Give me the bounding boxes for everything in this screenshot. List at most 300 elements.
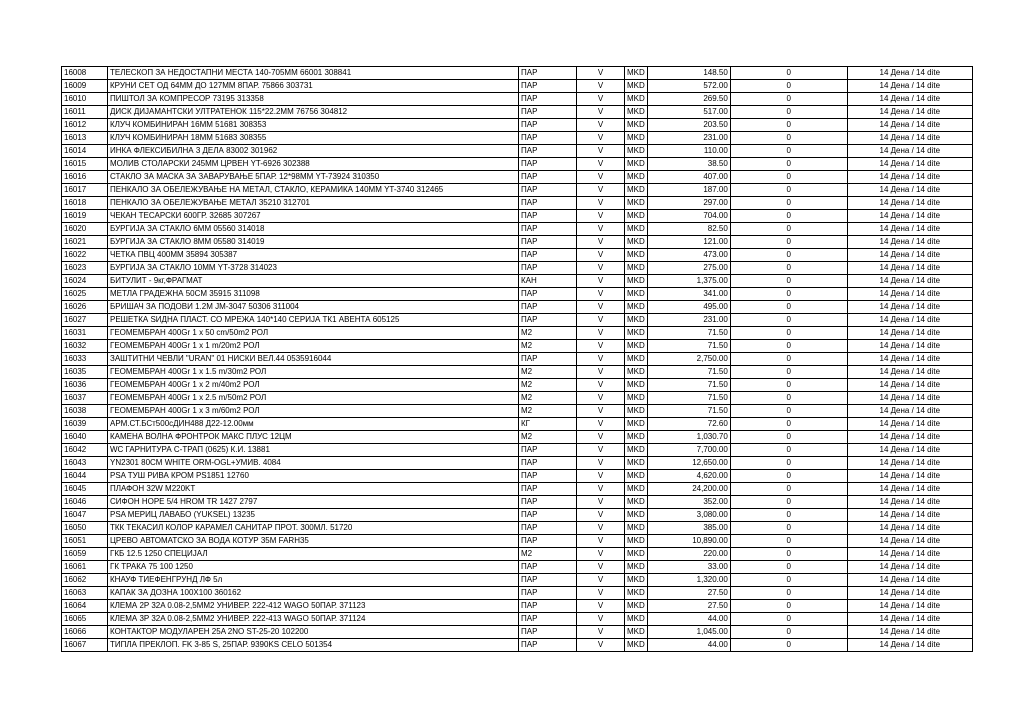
delivery-cell: 14 Дена / 14 dite	[847, 223, 972, 236]
v-flag-cell: V	[577, 210, 625, 223]
v-flag-cell: V	[577, 249, 625, 262]
table-row	[62, 496, 973, 509]
price-cell: 82.50	[647, 223, 730, 236]
unit-cell: ПАР	[519, 132, 577, 145]
price-cell: 38.50	[647, 158, 730, 171]
quantity-cell: 0	[730, 119, 847, 132]
v-flag-cell: V	[577, 626, 625, 639]
item-description-cell: БУРГИЈА ЗА СТАКЛО 8ММ 05580 314019	[108, 236, 519, 249]
price-cell: 187.00	[647, 184, 730, 197]
price-cell: 231.00	[647, 132, 730, 145]
unit-cell: ПАР	[519, 561, 577, 574]
quantity-cell: 0	[730, 457, 847, 470]
item-code-cell: 16026	[62, 301, 108, 314]
currency-cell: MKD	[625, 561, 648, 574]
table-row	[62, 210, 973, 223]
price-cell: 33.00	[647, 561, 730, 574]
unit-cell: КАН	[519, 275, 577, 288]
table-row	[62, 379, 973, 392]
table-row	[62, 470, 973, 483]
quantity-cell: 0	[730, 93, 847, 106]
currency-cell: MKD	[625, 457, 648, 470]
quantity-cell: 0	[730, 314, 847, 327]
price-cell: 407.00	[647, 171, 730, 184]
v-flag-cell: V	[577, 574, 625, 587]
item-description-cell: РЕШЕТКА ЅИДНА ПЛАСТ. СО МРЕЖА 140*140 СЕРИЈА ТК1 АВЕНТА 605125	[108, 314, 519, 327]
v-flag-cell: V	[577, 639, 625, 652]
currency-cell: MKD	[625, 275, 648, 288]
currency-cell: MKD	[625, 301, 648, 314]
item-description-cell: ГЕОМЕМБРАН 400Gr 1 x 3 m/60m2 РОЛ	[108, 405, 519, 418]
unit-cell: ПАР	[519, 444, 577, 457]
v-flag-cell: V	[577, 561, 625, 574]
item-description-cell: WC ГАРНИТУРА С-ТРАП (0625) К.И. 13881	[108, 444, 519, 457]
price-cell: 4,620.00	[647, 470, 730, 483]
price-cell: 110.00	[647, 145, 730, 158]
price-cell: 352.00	[647, 496, 730, 509]
price-cell: 495.00	[647, 301, 730, 314]
unit-cell: M2	[519, 340, 577, 353]
v-flag-cell: V	[577, 613, 625, 626]
item-code-cell: 16021	[62, 236, 108, 249]
quantity-cell: 0	[730, 249, 847, 262]
table-row	[62, 236, 973, 249]
v-flag-cell: V	[577, 93, 625, 106]
delivery-cell: 14 Дена / 14 dite	[847, 132, 972, 145]
item-code-cell: 16022	[62, 249, 108, 262]
item-description-cell: МЕТЛА ГРАДЕЖНА 50СМ 35915 311098	[108, 288, 519, 301]
price-cell: 275.00	[647, 262, 730, 275]
price-cell: 704.00	[647, 210, 730, 223]
item-description-cell: YN2301 80CM WHITE ORM-OGL+УМИВ. 4084	[108, 457, 519, 470]
delivery-cell: 14 Дена / 14 dite	[847, 431, 972, 444]
delivery-cell: 14 Дена / 14 dite	[847, 314, 972, 327]
delivery-cell: 14 Дена / 14 dite	[847, 496, 972, 509]
delivery-cell: 14 Дена / 14 dite	[847, 483, 972, 496]
table-row	[62, 171, 973, 184]
item-code-cell: 16059	[62, 548, 108, 561]
quantity-cell: 0	[730, 301, 847, 314]
unit-cell: ПАР	[519, 301, 577, 314]
delivery-cell: 14 Дена / 14 dite	[847, 366, 972, 379]
quantity-cell: 0	[730, 158, 847, 171]
delivery-cell: 14 Дена / 14 dite	[847, 184, 972, 197]
price-cell: 3,080.00	[647, 509, 730, 522]
delivery-cell: 14 Дена / 14 dite	[847, 262, 972, 275]
v-flag-cell: V	[577, 184, 625, 197]
v-flag-cell: V	[577, 262, 625, 275]
unit-cell: ПАР	[519, 223, 577, 236]
table-row	[62, 67, 973, 80]
quantity-cell: 0	[730, 262, 847, 275]
delivery-cell: 14 Дена / 14 dite	[847, 613, 972, 626]
quantity-cell: 0	[730, 639, 847, 652]
delivery-cell: 14 Дена / 14 dite	[847, 236, 972, 249]
currency-cell: MKD	[625, 340, 648, 353]
item-code-cell: 16061	[62, 561, 108, 574]
item-description-cell: ГЕОМЕМБРАН 400Gr 1 x 50 cm/50m2 РОЛ	[108, 327, 519, 340]
item-code-cell: 16036	[62, 379, 108, 392]
quantity-cell: 0	[730, 496, 847, 509]
currency-cell: MKD	[625, 600, 648, 613]
item-code-cell: 16027	[62, 314, 108, 327]
quantity-cell: 0	[730, 431, 847, 444]
table-row	[62, 366, 973, 379]
currency-cell: MKD	[625, 93, 648, 106]
price-cell: 24,200.00	[647, 483, 730, 496]
quantity-cell: 0	[730, 392, 847, 405]
item-code-cell: 16066	[62, 626, 108, 639]
delivery-cell: 14 Дена / 14 dite	[847, 509, 972, 522]
item-description-cell: СИФОН HOPE 5/4 HROM TR 1427 2797	[108, 496, 519, 509]
quantity-cell: 0	[730, 522, 847, 535]
unit-cell: ПАР	[519, 80, 577, 93]
currency-cell: MKD	[625, 249, 648, 262]
table-row	[62, 119, 973, 132]
quantity-cell: 0	[730, 600, 847, 613]
quantity-cell: 0	[730, 132, 847, 145]
v-flag-cell: V	[577, 301, 625, 314]
delivery-cell: 14 Дена / 14 dite	[847, 392, 972, 405]
delivery-cell: 14 Дена / 14 dite	[847, 145, 972, 158]
delivery-cell: 14 Дена / 14 dite	[847, 67, 972, 80]
table-row	[62, 444, 973, 457]
table-row	[62, 535, 973, 548]
item-code-cell: 16031	[62, 327, 108, 340]
item-code-cell: 16010	[62, 93, 108, 106]
price-cell: 1,320.00	[647, 574, 730, 587]
delivery-cell: 14 Дена / 14 dite	[847, 210, 972, 223]
quantity-cell: 0	[730, 80, 847, 93]
table-row	[62, 392, 973, 405]
unit-cell: ПАР	[519, 145, 577, 158]
item-description-cell: КАМЕНА ВОЛНА ФРОНТРОК МАКС ПЛУС 12ЦМ	[108, 431, 519, 444]
item-description-cell: ГК ТРАКА 75 100 1250	[108, 561, 519, 574]
price-cell: 572.00	[647, 80, 730, 93]
quantity-cell: 0	[730, 626, 847, 639]
item-code-cell: 16009	[62, 80, 108, 93]
delivery-cell: 14 Дена / 14 dite	[847, 470, 972, 483]
quantity-cell: 0	[730, 379, 847, 392]
quantity-cell: 0	[730, 613, 847, 626]
item-code-cell: 16011	[62, 106, 108, 119]
v-flag-cell: V	[577, 158, 625, 171]
v-flag-cell: V	[577, 548, 625, 561]
currency-cell: MKD	[625, 262, 648, 275]
unit-cell: M2	[519, 366, 577, 379]
table-row	[62, 431, 973, 444]
unit-cell: ПАР	[519, 210, 577, 223]
item-code-cell: 16012	[62, 119, 108, 132]
currency-cell: MKD	[625, 418, 648, 431]
price-cell: 44.00	[647, 613, 730, 626]
table-row	[62, 80, 973, 93]
quantity-cell: 0	[730, 470, 847, 483]
price-cell: 71.50	[647, 327, 730, 340]
item-description-cell: МОЛИВ СТОЛАРСКИ 245ММ ЦРВЕН YT-6926 302388	[108, 158, 519, 171]
currency-cell: MKD	[625, 483, 648, 496]
currency-cell: MKD	[625, 132, 648, 145]
item-code-cell: 16044	[62, 470, 108, 483]
v-flag-cell: V	[577, 509, 625, 522]
item-code-cell: 16045	[62, 483, 108, 496]
v-flag-cell: V	[577, 587, 625, 600]
table-row	[62, 145, 973, 158]
item-code-cell: 16046	[62, 496, 108, 509]
quantity-cell: 0	[730, 366, 847, 379]
currency-cell: MKD	[625, 236, 648, 249]
v-flag-cell: V	[577, 431, 625, 444]
currency-cell: MKD	[625, 197, 648, 210]
item-code-cell: 16025	[62, 288, 108, 301]
v-flag-cell: V	[577, 522, 625, 535]
v-flag-cell: V	[577, 171, 625, 184]
unit-cell: ПАР	[519, 171, 577, 184]
unit-cell: ПАР	[519, 496, 577, 509]
item-description-cell: ЗАШТИТНИ ЧЕВЛИ "URAN" 01 НИСКИ ВЕЛ.44 0535916044	[108, 353, 519, 366]
price-cell: 72.60	[647, 418, 730, 431]
item-code-cell: 16016	[62, 171, 108, 184]
delivery-cell: 14 Дена / 14 dite	[847, 80, 972, 93]
v-flag-cell: V	[577, 197, 625, 210]
v-flag-cell: V	[577, 288, 625, 301]
item-description-cell: ГЕОМЕМБРАН 400Gr 1 x 2.5 m/50m2 РОЛ	[108, 392, 519, 405]
table-row	[62, 340, 973, 353]
unit-cell: ПАР	[519, 184, 577, 197]
quantity-cell: 0	[730, 106, 847, 119]
item-code-cell: 16008	[62, 67, 108, 80]
price-cell: 7,700.00	[647, 444, 730, 457]
unit-cell: ПАР	[519, 535, 577, 548]
item-description-cell: КНАУФ ТИЕФЕНГРУНД ЛФ 5л	[108, 574, 519, 587]
item-description-cell: ЦРЕВО АВТОМАТСКО ЗА ВОДА КОТУР 35M FARH35	[108, 535, 519, 548]
price-cell: 1,045.00	[647, 626, 730, 639]
currency-cell: MKD	[625, 587, 648, 600]
item-code-cell: 16042	[62, 444, 108, 457]
quantity-cell: 0	[730, 353, 847, 366]
delivery-cell: 14 Дена / 14 dite	[847, 93, 972, 106]
table-row	[62, 314, 973, 327]
item-description-cell: КОНТАКТОР МОДУЛАРЕН 25A 2NO ST-25-20 102200	[108, 626, 519, 639]
currency-cell: MKD	[625, 106, 648, 119]
item-code-cell: 16047	[62, 509, 108, 522]
table-row	[62, 327, 973, 340]
table-row	[62, 509, 973, 522]
unit-cell: M2	[519, 327, 577, 340]
delivery-cell: 14 Дена / 14 dite	[847, 301, 972, 314]
unit-cell: ПАР	[519, 158, 577, 171]
table-row	[62, 275, 973, 288]
table-row	[62, 600, 973, 613]
currency-cell: MKD	[625, 613, 648, 626]
currency-cell: MKD	[625, 626, 648, 639]
item-code-cell: 16035	[62, 366, 108, 379]
item-description-cell: КРУНИ СЕТ ОД 64ММ ДО 127ММ 8ПАР. 75866 303731	[108, 80, 519, 93]
delivery-cell: 14 Дена / 14 dite	[847, 249, 972, 262]
quantity-cell: 0	[730, 171, 847, 184]
v-flag-cell: V	[577, 600, 625, 613]
delivery-cell: 14 Дена / 14 dite	[847, 600, 972, 613]
item-code-cell: 16013	[62, 132, 108, 145]
table-row	[62, 457, 973, 470]
table-row	[62, 288, 973, 301]
currency-cell: MKD	[625, 67, 648, 80]
unit-cell: ПАР	[519, 93, 577, 106]
v-flag-cell: V	[577, 418, 625, 431]
delivery-cell: 14 Дена / 14 dite	[847, 626, 972, 639]
unit-cell: M2	[519, 405, 577, 418]
price-cell: 44.00	[647, 639, 730, 652]
quantity-cell: 0	[730, 236, 847, 249]
table-row	[62, 223, 973, 236]
v-flag-cell: V	[577, 392, 625, 405]
v-flag-cell: V	[577, 353, 625, 366]
item-code-cell: 16037	[62, 392, 108, 405]
delivery-cell: 14 Дена / 14 dite	[847, 119, 972, 132]
price-cell: 297.00	[647, 197, 730, 210]
item-code-cell: 16067	[62, 639, 108, 652]
currency-cell: MKD	[625, 431, 648, 444]
item-description-cell: КЛЕМА 3P 32A 0.08-2,5ММ2 УНИВЕР. 222-413 WAGO 50ПАР. 371124	[108, 613, 519, 626]
item-code-cell: 16033	[62, 353, 108, 366]
quantity-cell: 0	[730, 145, 847, 158]
table-row	[62, 483, 973, 496]
item-description-cell: БУРГИЈА ЗА СТАКЛО 6ММ 05560 314018	[108, 223, 519, 236]
price-cell: 203.50	[647, 119, 730, 132]
v-flag-cell: V	[577, 145, 625, 158]
currency-cell: MKD	[625, 210, 648, 223]
quantity-cell: 0	[730, 275, 847, 288]
item-code-cell: 16019	[62, 210, 108, 223]
item-description-cell: ПЕНКАЛО ЗА ОБЕЛЕЖУВАЊЕ НА МЕТАЛ, СТАКЛО, КЕРАМИКА 140ММ YT-3740 312465	[108, 184, 519, 197]
unit-cell: ПАР	[519, 314, 577, 327]
currency-cell: MKD	[625, 119, 648, 132]
delivery-cell: 14 Дена / 14 dite	[847, 106, 972, 119]
item-code-cell: 16014	[62, 145, 108, 158]
item-code-cell: 16023	[62, 262, 108, 275]
item-code-cell: 16018	[62, 197, 108, 210]
delivery-cell: 14 Дена / 14 dite	[847, 444, 972, 457]
quantity-cell: 0	[730, 340, 847, 353]
quantity-cell: 0	[730, 67, 847, 80]
price-cell: 341.00	[647, 288, 730, 301]
item-description-cell: ГЕОМЕМБРАН 400Gr 1 x 1.5 m/30m2 РОЛ	[108, 366, 519, 379]
item-description-cell: ТЕЛЕСКОП ЗА НЕДОСТАПНИ МЕСТА 140-705ММ 66001 308841	[108, 67, 519, 80]
v-flag-cell: V	[577, 327, 625, 340]
price-cell: 10,890.00	[647, 535, 730, 548]
v-flag-cell: V	[577, 119, 625, 132]
item-description-cell: КАПАК ЗА ДОЗНА 100Х100 360162	[108, 587, 519, 600]
quantity-cell: 0	[730, 327, 847, 340]
price-cell: 71.50	[647, 392, 730, 405]
unit-cell: ПАР	[519, 587, 577, 600]
price-cell: 473.00	[647, 249, 730, 262]
v-flag-cell: V	[577, 496, 625, 509]
currency-cell: MKD	[625, 171, 648, 184]
unit-cell: ПАР	[519, 626, 577, 639]
delivery-cell: 14 Дена / 14 dite	[847, 522, 972, 535]
item-description-cell: ГЕОМЕМБРАН 400Gr 1 x 1 m/20m2 РОЛ	[108, 340, 519, 353]
v-flag-cell: V	[577, 444, 625, 457]
item-description-cell: PSA ТУШ РИВА КРОМ PS1851 12760	[108, 470, 519, 483]
v-flag-cell: V	[577, 275, 625, 288]
currency-cell: MKD	[625, 639, 648, 652]
currency-cell: MKD	[625, 509, 648, 522]
delivery-cell: 14 Дена / 14 dite	[847, 418, 972, 431]
price-table	[61, 66, 973, 652]
v-flag-cell: V	[577, 535, 625, 548]
price-sheet	[61, 66, 973, 652]
v-flag-cell: V	[577, 379, 625, 392]
unit-cell: ПАР	[519, 197, 577, 210]
table-row	[62, 613, 973, 626]
unit-cell: ПАР	[519, 509, 577, 522]
table-row	[62, 158, 973, 171]
currency-cell: MKD	[625, 158, 648, 171]
table-row	[62, 418, 973, 431]
table-row	[62, 353, 973, 366]
item-code-cell: 16065	[62, 613, 108, 626]
unit-cell: ПАР	[519, 522, 577, 535]
item-code-cell: 16050	[62, 522, 108, 535]
currency-cell: MKD	[625, 288, 648, 301]
currency-cell: MKD	[625, 353, 648, 366]
item-description-cell: КЛЕМА 2P 32A 0.08-2,5ММ2 УНИВЕР. 222-412 WAGO 50ПАР. 371123	[108, 600, 519, 613]
table-row	[62, 301, 973, 314]
quantity-cell: 0	[730, 509, 847, 522]
quantity-cell: 0	[730, 483, 847, 496]
v-flag-cell: V	[577, 366, 625, 379]
item-description-cell: ПЕНКАЛО ЗА ОБЕЛЕЖУВАЊЕ МЕТАЛ 35210 312701	[108, 197, 519, 210]
unit-cell: ПАР	[519, 262, 577, 275]
item-description-cell: ТКК ТЕКАСИЛ КОЛОР КАРАМЕЛ САНИТАР ПРОТ. 300МЛ. 51720	[108, 522, 519, 535]
delivery-cell: 14 Дена / 14 dite	[847, 379, 972, 392]
currency-cell: MKD	[625, 405, 648, 418]
delivery-cell: 14 Дена / 14 dite	[847, 171, 972, 184]
item-description-cell: ПИШТОЛ ЗА КОМПРЕСОР 73195 313358	[108, 93, 519, 106]
table-row	[62, 184, 973, 197]
item-code-cell: 16062	[62, 574, 108, 587]
currency-cell: MKD	[625, 379, 648, 392]
delivery-cell: 14 Дена / 14 dite	[847, 288, 972, 301]
delivery-cell: 14 Дена / 14 dite	[847, 158, 972, 171]
currency-cell: MKD	[625, 470, 648, 483]
item-description-cell: АРМ.СТ.БСт500сДИН488 Д22-12.00мм	[108, 418, 519, 431]
quantity-cell: 0	[730, 574, 847, 587]
quantity-cell: 0	[730, 405, 847, 418]
item-description-cell: БРИШАЧ ЗА ПОДОВИ 1.2М JM-3047 50306 311004	[108, 301, 519, 314]
item-description-cell: СТАКЛО ЗА МАСКА ЗА ЗАВАРУВАЊЕ 5ПАР. 12*98ММ YT-73924 310350	[108, 171, 519, 184]
delivery-cell: 14 Дена / 14 dite	[847, 275, 972, 288]
item-code-cell: 16043	[62, 457, 108, 470]
v-flag-cell: V	[577, 223, 625, 236]
unit-cell: ПАР	[519, 119, 577, 132]
delivery-cell: 14 Дена / 14 dite	[847, 535, 972, 548]
delivery-cell: 14 Дена / 14 dite	[847, 197, 972, 210]
price-cell: 220.00	[647, 548, 730, 561]
currency-cell: MKD	[625, 496, 648, 509]
v-flag-cell: V	[577, 80, 625, 93]
table-row	[62, 93, 973, 106]
unit-cell: M2	[519, 379, 577, 392]
currency-cell: MKD	[625, 392, 648, 405]
currency-cell: MKD	[625, 522, 648, 535]
table-row	[62, 132, 973, 145]
price-cell: 71.50	[647, 379, 730, 392]
delivery-cell: 14 Дена / 14 dite	[847, 405, 972, 418]
delivery-cell: 14 Дена / 14 dite	[847, 327, 972, 340]
item-code-cell: 16040	[62, 431, 108, 444]
